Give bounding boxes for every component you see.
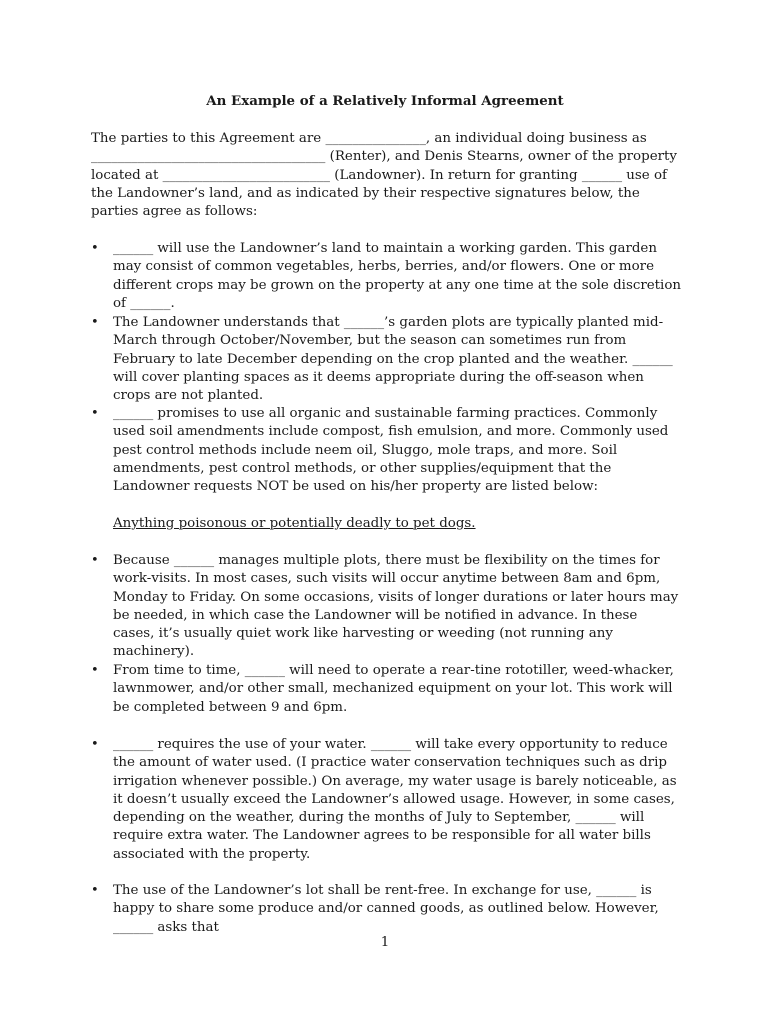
bullet-icon: • bbox=[91, 553, 99, 568]
bullet-icon: • bbox=[91, 406, 99, 421]
list-item-text: The Landowner understands that ______’s garden plots are typically planted mid-March through October/November, but the season can sometimes run from February to late December depending on the crop planted and the weather. ______ will cover planting spaces as it deems appropriate during the off-season when crops are not planted. bbox=[113, 315, 673, 404]
list-item bbox=[91, 314, 681, 405]
list-item-text: ______ requires the use of your water. ______ will take every opportunity to reduce the amount of water used. (I practice water conservation techniques such as drip irrigation whenever possible.) On average, my water usage is barely noticeable, as it doesn’t usually exceed the Landowner’s allowed usage. However, in some cases, depending on the weather, during the months of July to September, ______ will require extra water. The Landowner agrees to be responsible for all water bills associated with the property. bbox=[113, 737, 677, 862]
term-list-1 bbox=[91, 240, 681, 313]
list-item-text: The use of the Landowner’s lot shall be rent-free. In exchange for use, ______ is happy to share some produce and/or canned goods, as outlined below. However, ______ asks that bbox=[113, 883, 659, 935]
list-item bbox=[91, 240, 681, 313]
list-item bbox=[91, 662, 681, 717]
term-list-4 bbox=[91, 552, 681, 662]
restricted-items-note: Anything poisonous or potentially deadly to pet dogs. bbox=[113, 516, 476, 531]
bullet-icon: • bbox=[91, 663, 99, 678]
list-item bbox=[91, 882, 681, 937]
list-item-text: From time to time, ______ will need to operate a rear-tine rototiller, weed-whacker, lawnmower, and/or other small, mechanized equipment on your lot. This work will be completed between 9 and 6pm. bbox=[113, 663, 674, 715]
page-number: 1 bbox=[380, 935, 390, 950]
list-item bbox=[91, 405, 681, 496]
list-item-text: ______ promises to use all organic and sustainable farming practices. Commonly used soil amendments include compost, fish emulsion, and more. Commonly used pest control methods include neem oil, Sluggo, mole traps, and more. Soil amendments, pest control methods, or other supplies/equipment that the Landowner requests NOT be used on his/her property are listed below: bbox=[113, 406, 669, 495]
term-list-2 bbox=[91, 314, 681, 405]
bullet-icon: • bbox=[91, 315, 99, 330]
list-item bbox=[91, 552, 681, 662]
term-list-7 bbox=[91, 882, 681, 937]
term-list-6 bbox=[91, 736, 681, 864]
term-list-3 bbox=[91, 405, 681, 496]
intro-paragraph: The parties to this Agreement are _______________, an individual doing business as ___________________________________ (Renter), and Denis Stearns, owner of the property located at _________________________ (Landowner). In return for granting ______ use of the Landowner’s land, and as indicated by their respective signatures below, the parties agree as follows: bbox=[91, 131, 677, 220]
list-item bbox=[91, 736, 681, 864]
list-item-text: ______ will use the Landowner’s land to maintain a working garden. This garden may consist of common vegetables, herbs, berries, and/or flowers. One or more different crops may be grown on the property at any one time at the sole discretion of ______. bbox=[113, 241, 682, 311]
list-item-text: Because ______ manages multiple plots, there must be flexibility on the times for work-visits. In most cases, such visits will occur anytime between 8am and 6pm, Monday to Friday. On some occasions, visits of longer durations or later hours may be needed, in which case the Landowner will be notified in advance. In these cases, it’s usually quiet work like harvesting or weeding (not running any machinery). bbox=[113, 553, 679, 660]
page-title: An Example of a Relatively Informal Agreement bbox=[206, 93, 564, 109]
bullet-icon: • bbox=[91, 737, 99, 752]
bullet-icon: • bbox=[91, 241, 99, 256]
bullet-icon: • bbox=[91, 883, 99, 898]
term-list-5 bbox=[91, 662, 681, 717]
